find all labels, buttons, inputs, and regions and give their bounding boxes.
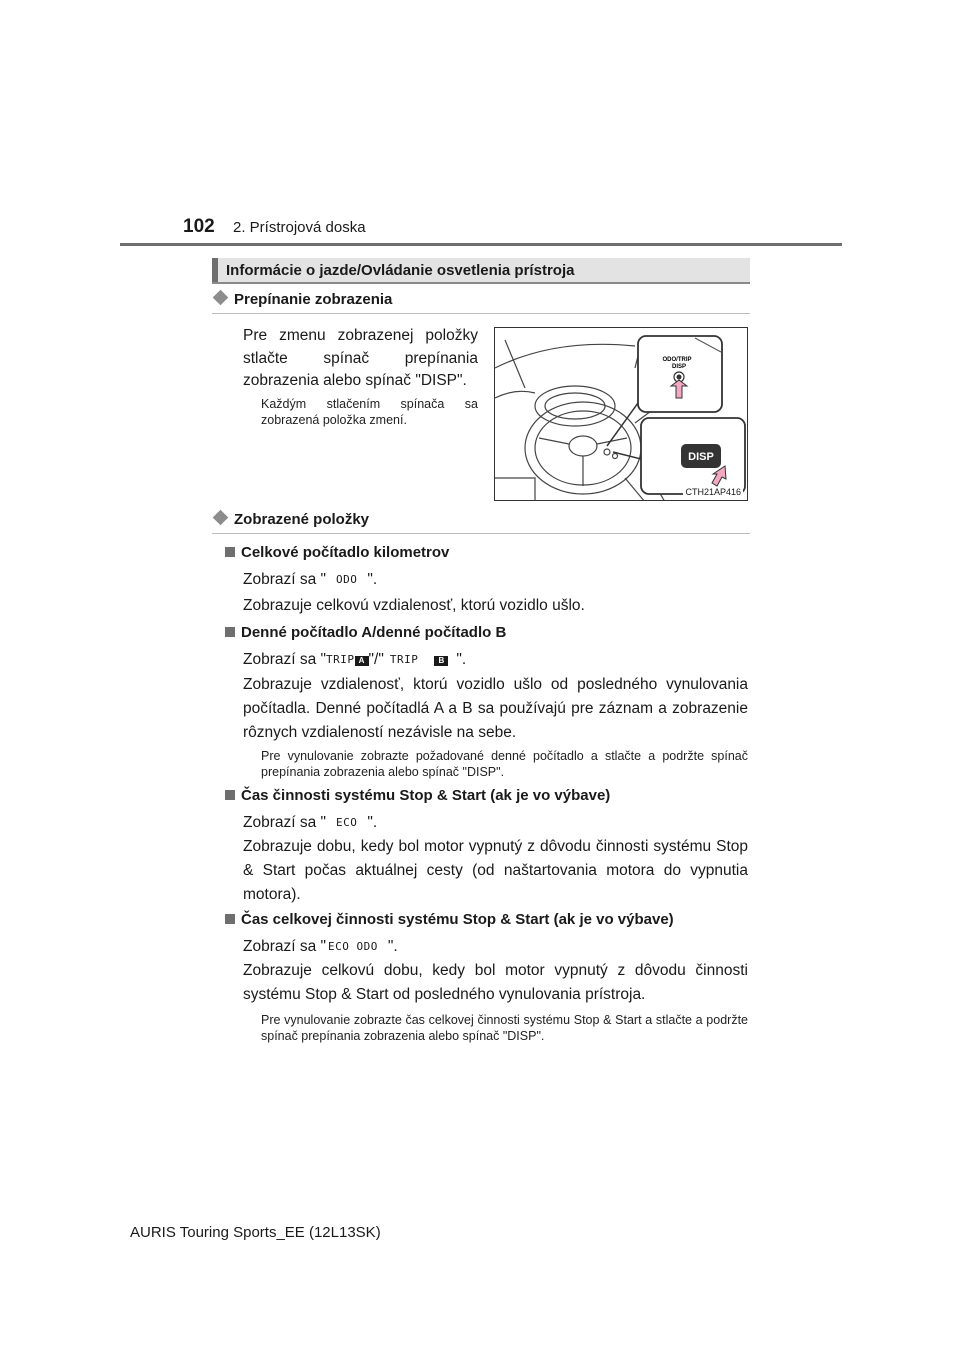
square-bullet-icon <box>225 627 235 637</box>
trip-shows <box>243 648 466 672</box>
subheading-divider <box>212 533 750 534</box>
shows-prefix: Zobrazí sa " <box>243 571 327 588</box>
item-stop-start-title <box>225 787 610 804</box>
eco-odo-symbol: ECO ODO <box>328 940 378 953</box>
shows-suffix: ". <box>387 938 398 955</box>
diamond-bullet-icon <box>213 510 229 526</box>
chapter-title: 2. Prístrojová doska <box>233 219 366 236</box>
diamond-bullet-icon <box>213 290 229 306</box>
shows-prefix: Zobrazí sa " <box>243 938 327 955</box>
stop-start-text: Zobrazuje dobu, kedy bol motor vypnutý z dôvodu činnosti systému Stop & Start počas aktuálnej cesty (od naštartovania motora do vypnutia motora). <box>243 838 748 903</box>
item-title-label: Čas celkovej činnosti systému Stop & Start (ak je vo výbave) <box>241 911 674 928</box>
trip-text: Zobrazuje vzdialenosť, ktorú vozidlo ušlo od posledného vynulovania počítadla. Denné počítadlá A a B sa používajú pre záznam a zobrazenie rôznych vzdialeností nezávisle na sebe. <box>243 676 748 741</box>
page-number: 102 <box>183 216 215 237</box>
item-trip-title <box>225 624 506 641</box>
stop-start-total-text: Zobrazuje celkovú dobu, kedy bol motor vypnutý z dôvodu činnosti systému Stop & Start od posledného vynulovania prístroja. <box>243 962 748 1003</box>
square-bullet-icon <box>225 547 235 557</box>
section-header <box>212 258 750 284</box>
item-stop-start-total-title <box>225 911 674 928</box>
trip-note: Pre vynulovanie zobrazte požadované denné počítadlo a stlačte a podržte spínač prepínania zobrazenia alebo spínač "DISP". <box>261 749 748 779</box>
callout-disp-small-label: DISP <box>671 364 687 370</box>
switch-display-text: Pre zmenu zobrazenej položky stlačte spínač prepínania zobrazenia alebo spínač "DISP". <box>243 327 478 389</box>
item-title-label: Denné počítadlo A/denné počítadlo B <box>241 624 507 641</box>
subheading-displayed-items <box>212 511 369 528</box>
switch-display-note: Každým stlačením spínača sa zobrazená položka zmení. <box>261 397 478 427</box>
subheading-divider <box>212 313 750 314</box>
shows-suffix: ". <box>367 571 378 588</box>
square-bullet-icon <box>225 790 235 800</box>
item-odometer-title <box>225 544 449 561</box>
trip-a-symbol: TRIP <box>326 653 355 666</box>
subheading-label: Prepínanie zobrazenia <box>234 291 393 308</box>
square-bullet-icon <box>225 914 235 924</box>
trip-b-box: B <box>434 656 448 666</box>
subheading-label: Zobrazené položky <box>234 511 370 528</box>
section-title: Informácie o jazde/Ovládanie osvetlenia prístroja <box>226 262 575 279</box>
item-title-label: Celkové počítadlo kilometrov <box>241 544 450 561</box>
footer-model-code: AURIS Touring Sports_EE (12L13SK) <box>130 1224 381 1241</box>
stop-start-shows <box>243 811 377 835</box>
shows-prefix: Zobrazí sa " <box>243 651 327 668</box>
stop-start-total-shows <box>243 935 398 959</box>
trip-b-symbol: TRIP <box>389 653 419 666</box>
section-marker <box>212 258 218 282</box>
shows-suffix: ". <box>367 814 378 831</box>
odometer-shows <box>243 568 377 592</box>
shows-suffix: ". <box>456 651 467 668</box>
disp-button-label: DISP <box>688 451 714 463</box>
header-divider <box>120 243 842 246</box>
callout-disp <box>641 418 745 494</box>
shows-separator: "/" <box>368 651 384 668</box>
stop-start-total-note: Pre vynulovanie zobrazte čas celkovej činnosti systému Stop & Start a stlačte a podržte spínač prepínania zobrazenia alebo spínač "DISP". <box>261 1013 748 1043</box>
callout-odo-trip-disp <box>638 336 722 412</box>
item-title-label: Čas činnosti systému Stop & Start (ak je vo výbave) <box>241 787 611 804</box>
dashboard-illustration <box>494 327 748 501</box>
callout-odo-trip-label: ODO/TRIP <box>662 357 692 363</box>
odometer-text: Zobrazuje celkovú vzdialenosť, ktorú vozidlo ušlo. <box>243 597 585 614</box>
figure-code: CTH21AP416 <box>685 487 741 497</box>
eco-symbol: ECO <box>336 816 358 829</box>
odo-symbol: ODO <box>336 573 358 586</box>
trip-a-box: A <box>355 656 369 666</box>
dashboard-drawing <box>495 328 748 501</box>
shows-prefix: Zobrazí sa " <box>243 814 327 831</box>
subheading-switch-display <box>212 291 392 308</box>
